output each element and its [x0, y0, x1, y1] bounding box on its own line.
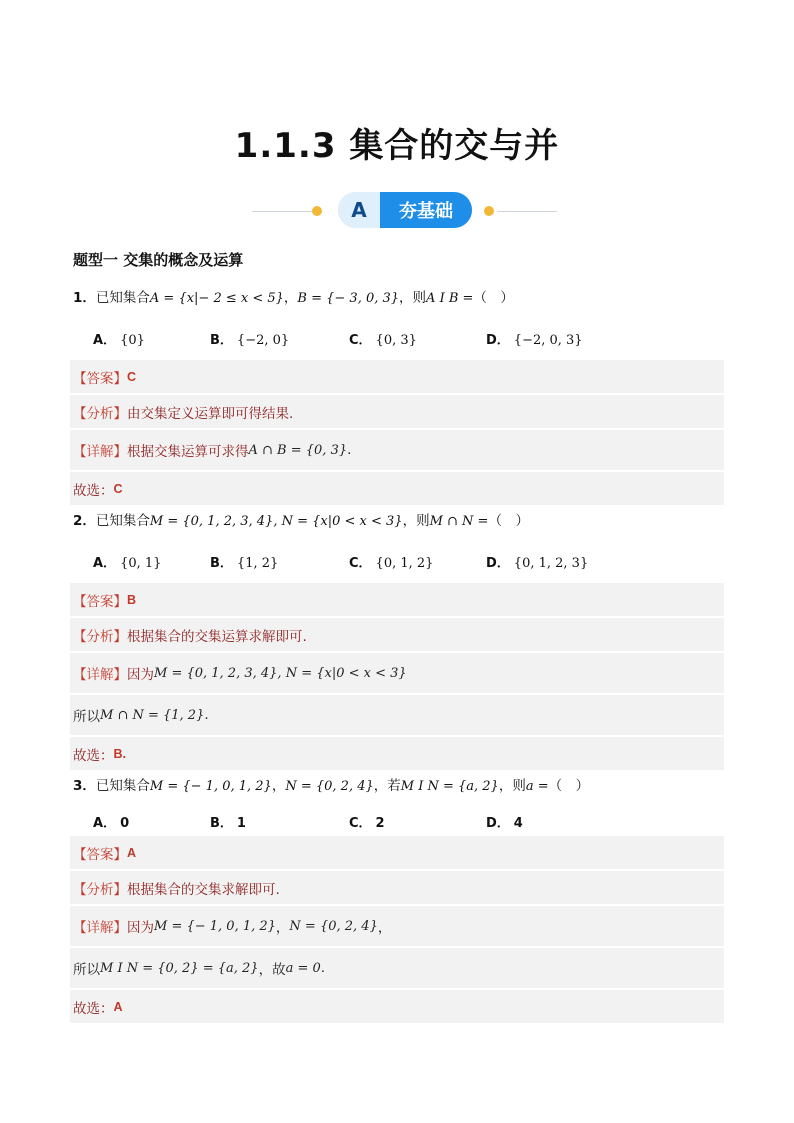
- analysis-row: [70, 395, 724, 428]
- analysis-tag: 【分析】: [73, 628, 127, 645]
- detail-math: M = {− 1, 0, 1, 2}: [154, 918, 276, 934]
- option-label: C．: [349, 556, 372, 571]
- question-text: ，则: [399, 290, 427, 306]
- choose-text: 故选：: [73, 747, 114, 764]
- answer-row: [70, 583, 724, 616]
- option-label: D．: [486, 816, 510, 831]
- option-value: 1: [236, 816, 246, 831]
- analysis-row: [70, 618, 724, 651]
- question-text: ，若: [373, 778, 401, 794]
- answer-tag: 【答案】: [73, 370, 127, 387]
- option-label: B．: [210, 556, 233, 571]
- choose-row: [70, 990, 724, 1023]
- detail-sep: ，: [275, 920, 290, 936]
- conclusion-math: M I N = {0, 2} = {a, 2}: [100, 960, 259, 976]
- question-text: 已知集合: [95, 290, 150, 306]
- conclusion-row: [70, 695, 724, 735]
- badge-letter: A: [338, 192, 380, 228]
- option-c[interactable]: [349, 329, 417, 348]
- option-b[interactable]: [210, 329, 289, 348]
- set-m: M = {− 1, 0, 1, 2}: [149, 779, 272, 794]
- options-row-2: [93, 552, 713, 572]
- answer-tag: 【答案】: [73, 593, 127, 610]
- analysis-text: 根据集合的交集求解即可.: [127, 881, 280, 898]
- question-1: [73, 286, 514, 306]
- set-n: N = {0, 2, 4}: [285, 779, 374, 794]
- option-value: {0}: [120, 333, 145, 348]
- option-d[interactable]: [486, 552, 588, 571]
- option-value: {0, 1, 2, 3}: [513, 556, 589, 571]
- analysis-tag: 【分析】: [73, 881, 127, 898]
- choose-text: 故选：: [73, 1000, 114, 1017]
- option-value: {0, 1}: [120, 556, 162, 571]
- detail-math: A ∩ B = {0, 3}: [248, 442, 348, 458]
- dot-icon-left: [312, 206, 322, 216]
- analysis-tag: 【分析】: [73, 405, 127, 422]
- choose-value: A: [113, 999, 123, 1014]
- option-label: C．: [349, 333, 372, 348]
- choose-row: [70, 472, 724, 505]
- answer-blank: （ ）: [488, 513, 529, 529]
- choose-value: B.: [113, 746, 126, 761]
- option-value: {0, 1, 2}: [375, 556, 434, 571]
- answer-row: [70, 836, 724, 869]
- options-row-1: [93, 329, 713, 349]
- option-label: B．: [210, 816, 233, 831]
- option-value: 0: [120, 816, 130, 831]
- detail-row: [70, 906, 724, 946]
- detail-tag: 【详解】: [73, 444, 127, 460]
- question-number: 1．: [73, 290, 96, 306]
- set-a: A = {x|− 2 ≤ x < 5}: [149, 291, 284, 306]
- level-badge: [338, 192, 472, 228]
- choose-row: [70, 737, 724, 770]
- option-a[interactable]: [93, 812, 129, 831]
- answer-row: [70, 360, 724, 393]
- option-d[interactable]: [486, 812, 523, 831]
- set-b: B = {− 3, 0, 3}: [297, 291, 400, 306]
- detail-text: 根据交集运算可求得: [127, 444, 249, 460]
- dot-icon-right: [484, 206, 494, 216]
- detail-math: M = {0, 1, 2, 3, 4}, N = {x|0 < x < 3}: [154, 665, 407, 681]
- option-c[interactable]: [349, 812, 385, 831]
- option-label: D．: [486, 556, 510, 571]
- answer-value: B: [127, 592, 137, 607]
- option-label: B．: [210, 333, 233, 348]
- option-label: D．: [486, 333, 510, 348]
- detail-text: 因为: [127, 920, 154, 936]
- answer-tag: 【答案】: [73, 846, 127, 863]
- conclusion-row: [70, 948, 724, 988]
- separator: ，: [271, 778, 286, 794]
- analysis-text: 由交集定义运算即可得结果.: [127, 405, 294, 422]
- answer-value: C: [127, 369, 137, 384]
- level-banner: [0, 192, 794, 228]
- question-expr: M I N = {a, 2}: [400, 779, 499, 794]
- solution-block-2: [70, 583, 724, 772]
- question-expr-2: a =: [525, 779, 549, 794]
- question-2: [73, 509, 529, 529]
- option-a[interactable]: [93, 329, 145, 348]
- detail-tag: 【详解】: [73, 667, 127, 683]
- option-value: 4: [513, 816, 523, 831]
- option-label: A．: [93, 333, 117, 348]
- detail-end: .: [347, 442, 352, 458]
- divider-line-right: [497, 211, 557, 212]
- option-value: {1, 2}: [236, 556, 279, 571]
- conclusion-math-2: a = 0: [285, 960, 321, 976]
- answer-value: A: [127, 845, 137, 860]
- conclusion-end: .: [320, 960, 326, 976]
- detail-row: [70, 430, 724, 470]
- solution-block-3: [70, 836, 724, 1025]
- solution-block-1: [70, 360, 724, 507]
- set-m-n: M = {0, 1, 2, 3, 4}, N = {x|0 < x < 3}: [149, 514, 403, 529]
- option-value: {0, 3}: [375, 333, 417, 348]
- detail-text: 因为: [127, 667, 154, 683]
- options-row-3: [93, 812, 713, 832]
- option-a[interactable]: [93, 552, 161, 571]
- option-c[interactable]: [349, 552, 433, 571]
- detail-math-2: N = {0, 2, 4}: [289, 918, 378, 934]
- detail-row: [70, 653, 724, 693]
- question-3: [73, 774, 589, 794]
- question-number: 2．: [73, 513, 96, 529]
- option-label: A．: [93, 556, 117, 571]
- separator: ，: [283, 290, 298, 306]
- conclusion-text: 所以: [73, 962, 100, 978]
- question-text: ，则: [402, 513, 430, 529]
- option-label: A．: [93, 816, 117, 831]
- option-value: {−2, 0}: [236, 333, 290, 348]
- question-expr: A I B =: [426, 291, 474, 306]
- option-label: C．: [349, 816, 372, 831]
- conclusion-math: M ∩ N = {1, 2}: [100, 707, 205, 723]
- option-b[interactable]: [210, 552, 278, 571]
- question-expr: M ∩ N =: [429, 514, 489, 529]
- analysis-row: [70, 871, 724, 904]
- section-heading: 题型一 交集的概念及运算: [73, 251, 244, 269]
- detail-tag: 【详解】: [73, 920, 127, 936]
- option-value: {−2, 0, 3}: [513, 333, 583, 348]
- detail-end: ，: [377, 920, 392, 936]
- conclusion-text-2: ，故: [258, 962, 286, 978]
- question-text: ，则: [498, 778, 526, 794]
- option-b[interactable]: [210, 812, 246, 831]
- answer-blank: （ ）: [548, 778, 590, 794]
- badge-text: 夯基础: [380, 192, 472, 228]
- divider-line-left: [252, 211, 312, 212]
- answer-blank: （ ）: [473, 290, 514, 306]
- conclusion-text: 所以: [73, 709, 100, 725]
- choose-text: 故选：: [73, 482, 114, 499]
- page-title: 1.1.3 集合的交与并: [234, 126, 560, 166]
- question-number: 3．: [73, 778, 96, 794]
- conclusion-end: .: [204, 707, 209, 723]
- choose-value: C: [113, 481, 123, 496]
- option-d[interactable]: [486, 329, 583, 348]
- analysis-text: 根据集合的交集运算求解即可.: [127, 628, 307, 645]
- option-value: 2: [375, 816, 385, 831]
- question-text: 已知集合: [95, 513, 150, 529]
- question-text: 已知集合: [95, 778, 150, 794]
